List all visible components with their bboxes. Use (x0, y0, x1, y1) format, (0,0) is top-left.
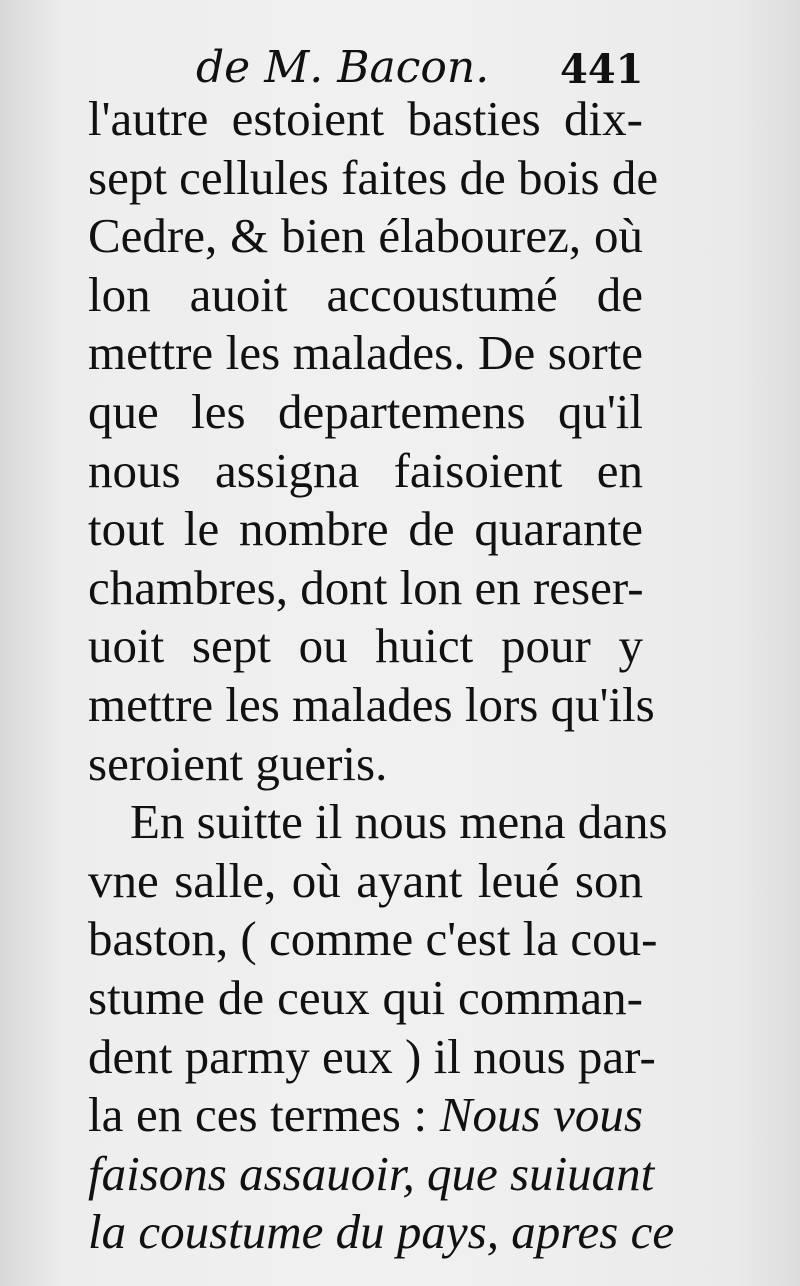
page-number: 441 (560, 46, 644, 93)
text-line: uoit sept ou huict pour y (88, 618, 643, 674)
body-text (88, 90, 675, 1262)
text-line: l'autre estoient basties dix- (88, 91, 643, 146)
text-line: stume de ceux qui comman- (88, 969, 643, 1025)
text-line: baston, ( comme c'est la cou- (88, 911, 658, 967)
paragraph-start-line: En suitte il nous mena dans (130, 794, 668, 850)
page-header (0, 38, 800, 98)
text-line: tout le nombre de quarante (88, 501, 643, 557)
italic-segment: Nous vous (439, 1087, 644, 1143)
text-line: lon auoit accoustumé de (88, 266, 643, 322)
roman-segment: la en ces termes : (88, 1087, 428, 1143)
text-line: vne salle, où ayant leué son (88, 852, 643, 908)
text-line: dent parmy eux ) il nous par- (88, 1028, 656, 1084)
text-line: mettre les malades. De sorte (88, 325, 643, 381)
text-line: mettre les malades lors qu'ils (88, 676, 655, 732)
text-line-mixed (88, 1086, 643, 1145)
text-line: sept cellules faites de bois de (88, 149, 659, 205)
text-line: Cedre, & bien élabourez, où (88, 208, 643, 264)
text-line: que les departemens qu'il (88, 383, 643, 439)
italic-text-line: la coustume du pays, apres ce (88, 1204, 675, 1260)
text-line: seroient gueris. (88, 735, 388, 791)
text-line: nous assigna faisoient en (88, 442, 643, 498)
running-head: de M. Bacon. (196, 42, 490, 93)
text-line: chambres, dont lon en reser- (88, 559, 644, 615)
italic-text-line: faisons assauoir, que suiuant (88, 1145, 655, 1201)
